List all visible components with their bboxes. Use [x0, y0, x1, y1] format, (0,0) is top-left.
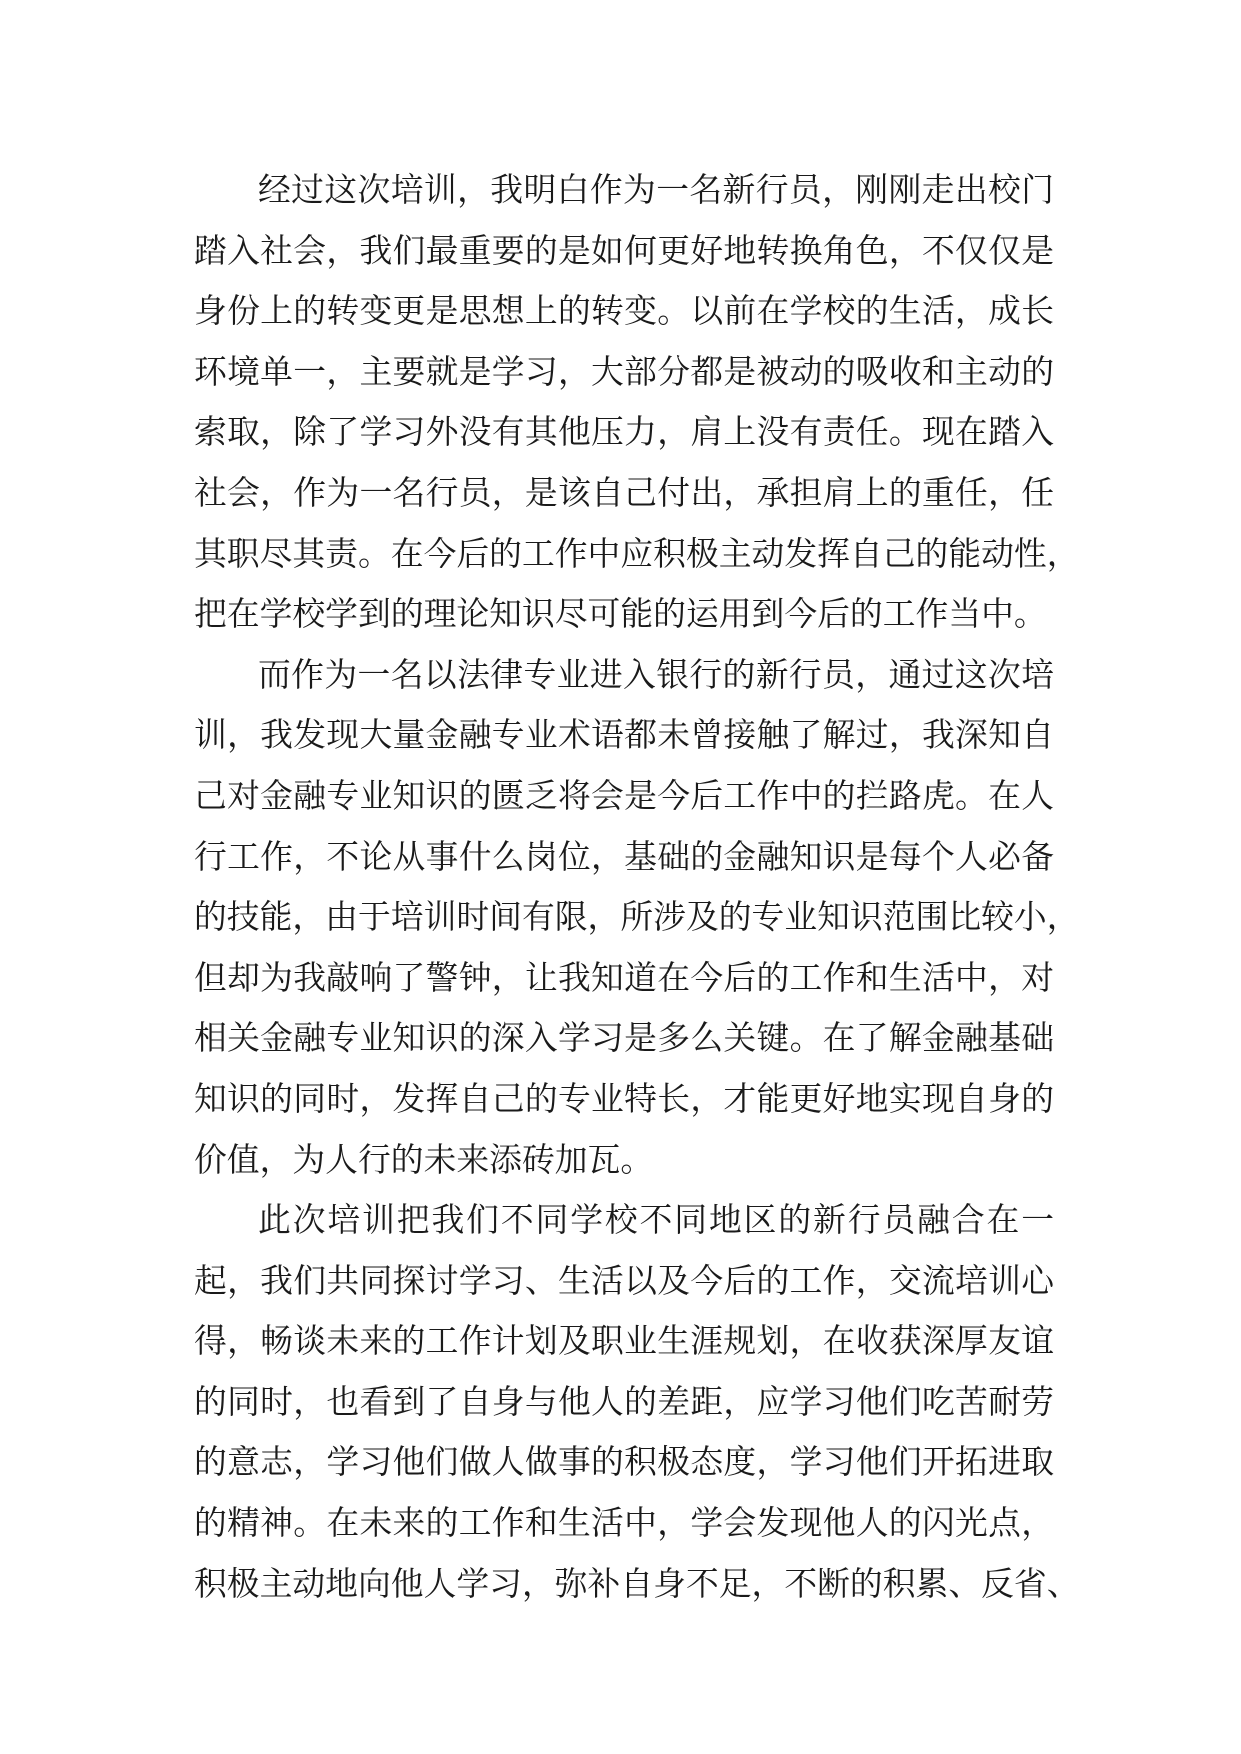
paragraph-2-line-6: 但却为我敲响了警钟，让我知道在今后的工作和生活中，对 — [194, 958, 1054, 997]
paragraph-2-line-8: 知识的同时，发挥自己的专业特长，才能更好地实现自身的 — [194, 1079, 1054, 1118]
paragraph-3-line-2: 起，我们共同探讨学习、生活以及今后的工作，交流培训心 — [194, 1261, 1054, 1300]
paragraph-2-line-4: 行工作，不论从事什么岗位，基础的金融知识是每个人必备 — [194, 837, 1054, 876]
paragraph-3-line-3: 得，畅谈未来的工作计划及职业生涯规划，在收获深厚友谊 — [194, 1322, 1054, 1361]
paragraph-1-line-7: 其职尽其责。在今后的工作中应积极主动发挥自己的能动性， — [194, 534, 1080, 573]
paragraph-2-line-5: 的技能，由于培训时间有限，所涉及的专业知识范围比较小， — [194, 898, 1080, 937]
paragraph-3-line-1: 此次培训把我们不同学校不同地区的新行员融合在一 — [258, 1201, 1054, 1240]
paragraph-1-line-5: 索取，除了学习外没有其他压力，肩上没有责任。现在踏入 — [194, 413, 1054, 452]
paragraph-3-line-6: 的精神。在未来的工作和生活中，学会发现他人的闪光点， — [194, 1504, 1054, 1543]
paragraph-1-line-3: 身份上的转变更是思想上的转变。以前在学校的生活，成长 — [194, 292, 1054, 331]
paragraph-1-line-2: 踏入社会，我们最重要的是如何更好地转换角色，不仅仅是 — [194, 231, 1054, 270]
paragraph-2-line-1: 而作为一名以法律专业进入银行的新行员，通过这次培 — [258, 655, 1054, 694]
paragraph-3-line-5: 的意志，学习他们做人做事的积极态度，学习他们开拓进取 — [194, 1443, 1054, 1482]
paragraph-2-line-2: 训，我发现大量金融专业术语都未曾接触了解过，我深知自 — [194, 716, 1054, 755]
paragraph-1-line-4: 环境单一，主要就是学习，大部分都是被动的吸收和主动的 — [194, 352, 1054, 391]
paragraph-1-line-1: 经过这次培训，我明白作为一名新行员，刚刚走出校门 — [258, 171, 1054, 209]
paragraph-2-line-3: 己对金融专业知识的匮乏将会是今后工作中的拦路虎。在人 — [194, 776, 1054, 815]
paragraph-2-line-7: 相关金融专业知识的深入学习是多么关键。在了解金融基础 — [194, 1019, 1054, 1058]
paragraph-2-line-9: 价值，为人行的未来添砖加瓦。 — [194, 1140, 654, 1179]
paragraph-1-line-6: 社会，作为一名行员，是该自己付出，承担肩上的重任，任 — [194, 473, 1054, 512]
paragraph-1-line-8: 把在学校学到的理论知识尽可能的运用到今后的工作当中。 — [194, 595, 1047, 634]
paragraph-3-line-7: 积极主动地向他人学习，弥补自身不足，不断的积累、反省、 — [194, 1564, 1080, 1603]
document-body — [194, 160, 1080, 1614]
paragraph-3-line-4: 的同时，也看到了自身与他人的差距，应学习他们吃苦耐劳 — [194, 1382, 1054, 1421]
